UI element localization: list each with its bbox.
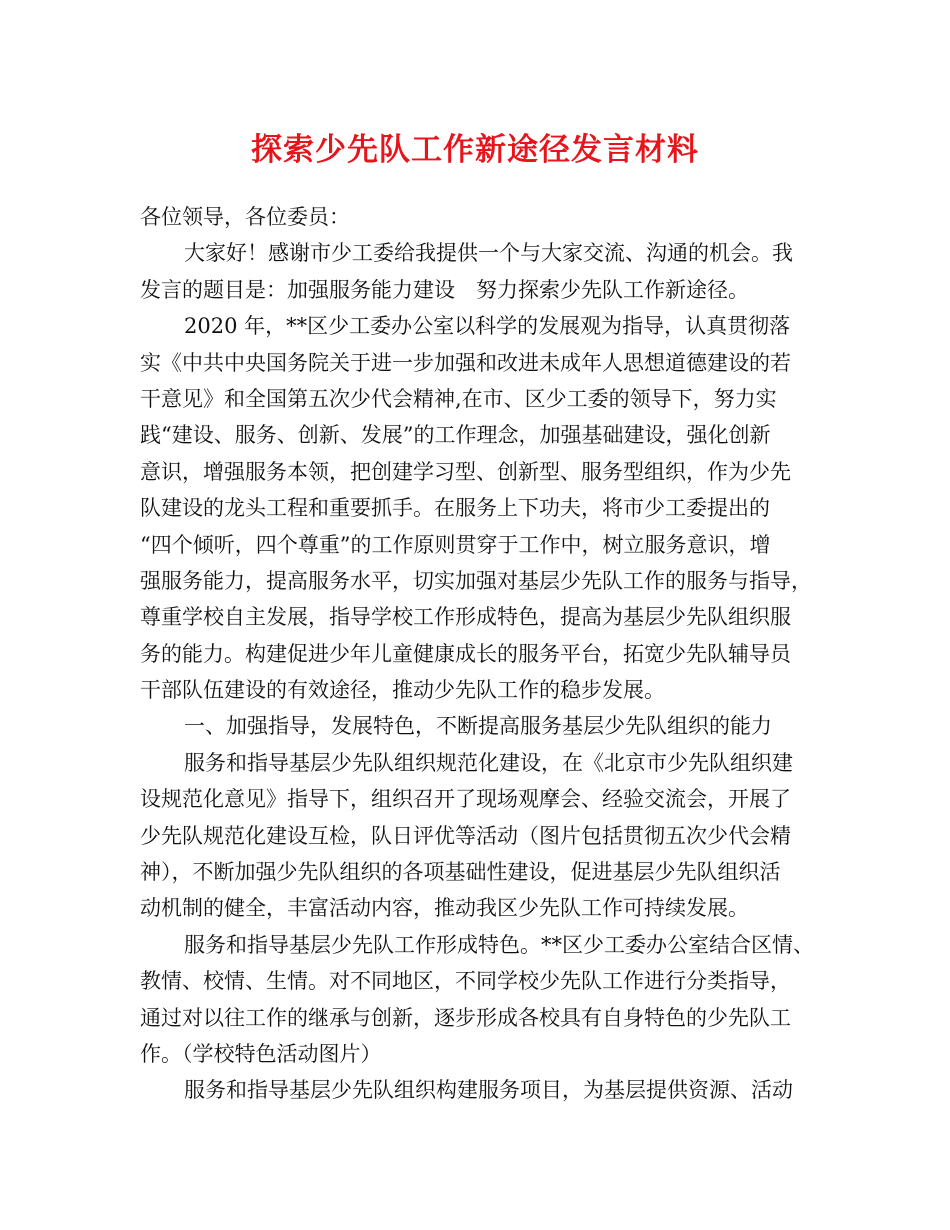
body-text-line: 干意见》和全国第五次少代会精神,在市、区少工委的领导下，努力实 [140, 386, 777, 411]
body-text-line: 2020 年，**区少工委办公室以科学的发展观为指导，认真贯彻落 [184, 314, 791, 339]
body-text-line: 实《中共中央国务院关于进一步加强和改进未成年人思想道德建设的若 [140, 350, 791, 375]
body-text-line: 一、加强指导，发展特色，不断提高服务基层少先队组织的能力 [184, 714, 772, 739]
body-text-line: 作。（学校特色活动图片） [140, 1041, 382, 1066]
body-text-line: 强服务能力，提高服务水平，切实加强对基层少先队工作的服务与指导， [140, 568, 812, 593]
body-text-line: 设规范化意见》指导下，组织召开了现场观摩会、经验交流会，开展了 [140, 787, 791, 812]
body-text-line: 务的能力。构建促进少年儿童健康成长的服务平台，拓宽少先队辅导员 [140, 641, 791, 666]
body-text-line: 队建设的龙头工程和重要抓手。在服务上下功夫，将市少工委提出的 [140, 496, 770, 521]
body-text-line: 神），不断加强少先队组织的各项基础性建设，促进基层少先队组织活 [140, 860, 781, 885]
body-text-line: 各位领导，各位委员： [140, 205, 350, 229]
body-text-line: 意识，增强服务本领，把创建学习型、创新型、服务型组织，作为少先 [140, 459, 791, 484]
body-text-line: 少先队规范化建设互检，队日评优等活动（图片包括贯彻五次少代会精 [140, 823, 791, 848]
body-text-line: 大家好！感谢市少工委给我提供一个与大家交流、沟通的机会。我 [184, 241, 793, 266]
body-text-line: “四个倾听，四个尊重”的工作原则贯穿于工作中，树立服务意识，增 [140, 532, 771, 557]
body-text-line: 发言的题目是：加强服务能力建设 努力探索少先队工作新途径。 [140, 277, 749, 302]
body-text-line: 教情、校情、生情。对不同地区，不同学校少先队工作进行分类指导， [140, 969, 791, 994]
body-text-line: 通过对以往工作的继承与创新，逐步形成各校具有自身特色的少先队工 [140, 1005, 791, 1030]
body-text-line: 干部队伍建设的有效途径，推动少先队工作的稳步发展。 [140, 678, 665, 703]
document-title: 探索少先队工作新途径发言材料 [251, 132, 699, 168]
body-text-line: 服务和指导基层少先队工作形成特色。**区少工委办公室结合区情、 [184, 932, 814, 957]
body-text-line: 尊重学校自主发展，指导学校工作形成特色，提高为基层少先队组织服 [140, 605, 791, 630]
body-text-line: 服务和指导基层少先队组织构建服务项目，为基层提供资源、活动 [184, 1078, 793, 1103]
body-text-line: 服务和指导基层少先队组织规范化建设，在《北京市少先队组织建 [184, 750, 793, 775]
document-body [140, 199, 816, 1109]
body-text-line: 动机制的健全，丰富活动内容，推动我区少先队工作可持续发展。 [140, 896, 749, 921]
body-text-line: 践“建设、服务、创新、发展”的工作理念，加强基础建设，强化创新 [140, 423, 771, 448]
